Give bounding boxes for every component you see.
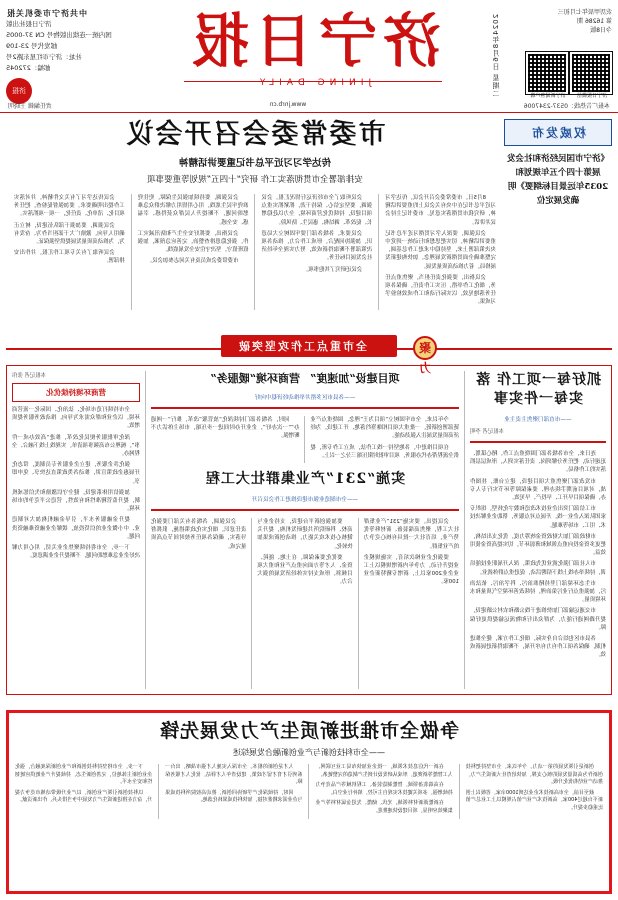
badge-title: 权威发布 xyxy=(530,126,587,140)
lead-column-1 xyxy=(385,194,496,310)
column-divider-2 xyxy=(255,194,256,310)
bottom-c4-p2: 以科技创新引领产业创新，以产业升级带动城市竞争力提升，奋力在推进新质生产力发展中争当排头兵、作出新贡献。 xyxy=(15,789,153,804)
lead-c2-p2: 会议要求，各级各部门要牢固树立大局意识，加强协同配合，形成工作合力，推动各项决策部署不断取得新成效，努力实现全年经济社会发展目标任务。 xyxy=(261,230,373,262)
mid-center-divider-a xyxy=(305,416,306,463)
mid-column-right xyxy=(12,371,140,689)
mid-left-rule xyxy=(470,441,606,443)
masthead-footer-left: 本报广告热线：0537-2347006 xyxy=(523,103,610,110)
publisher-line-4: 社址：济宁市红星东路2号 xyxy=(6,53,82,61)
bottom-columns xyxy=(15,764,603,819)
publisher-line-1: 济宁日报社出版 xyxy=(6,20,52,28)
mid-center-divider-c xyxy=(251,518,252,689)
mid-column-left xyxy=(470,371,606,689)
bottom-column-1 xyxy=(466,764,603,819)
mid-center-kicker-2: ——全市制造业强市建设推进工作会议召开 xyxy=(251,497,359,504)
banner-label: 全市重点工作攻坚突破 xyxy=(221,335,397,357)
publisher-line-3: 邮发代号 23-109 xyxy=(6,42,58,50)
qr-code-app-caption: 济宁新闻客户端 xyxy=(530,93,566,99)
badge-box xyxy=(504,119,612,146)
mid-center-rule-2 xyxy=(151,509,459,511)
newspaper-title-cn: 济宁日报 xyxy=(185,7,442,75)
lead-c4-p1: 会议传达学习了有关文件精神，并对落实工作提出明确要求。要加强督促检查，把任务项目化、清单化、责任化，一项一项抓落实。 xyxy=(14,195,125,218)
bottom-c3-p1: 人才是创新的根本。全市深入实施人才强市战略，出台一系列引才育才留才政策，建设青年人才驿站，优化人才服务保障。 xyxy=(165,764,303,786)
mid-center-body-a xyxy=(311,416,460,463)
lead-body-columns xyxy=(14,194,496,310)
lead-article xyxy=(6,119,504,329)
newspaper-title-en: JINING DAILY xyxy=(254,78,372,88)
bottom-c1-p1: 创新是引领发展的第一动力。今年以来，全市坚持把科技创新作为高质量发展的核心支撑，加快培育壮大新质生产力，推动产业结构优化升级。 xyxy=(465,764,603,786)
mid-center-body-b xyxy=(151,416,300,463)
masthead-publisher xyxy=(6,8,136,104)
bottom-column-4 xyxy=(15,764,152,819)
bottom-c2-p1: 在新一代信息技术领域，一批企业加快布局工业互联网、人工智能等新赛道，形成从研发设计到生产制造的完整链条。 xyxy=(315,764,453,778)
section-banner xyxy=(6,335,612,375)
qr-code-wechat-caption: 济宁日报微信 xyxy=(577,93,608,99)
newspaper-seal: 济报 xyxy=(6,78,32,104)
mid-left-byline: 本报记者 李明 xyxy=(470,429,505,435)
bottom-divider-2 xyxy=(309,764,310,819)
lead-c1-p2: 会议强调，要深入学习贯彻习近平总书记重要讲话精神，切实把思想和行动统一到党中央决策部署上来，坚持稳中求进工作总基调，完整准确全面贯彻新发展理念，加快构建新发展格局，着力推动高质量发展。 xyxy=(385,230,496,270)
bottom-divider-3 xyxy=(158,764,159,819)
mid-center-b-p1: 同时，各级各部门持续深化“放管服”改革，推行“一网通办”“一次办好”，企业开办时间进一步压缩，市场主体活力不断增强。 xyxy=(151,417,300,440)
column-divider-1 xyxy=(378,194,379,310)
lead-c4-p2: 会议强调，要加强干部队伍建设，树立正确用人导向，激励广大干部担当作为、奋发有为，为推动高质量发展提供坚强保证。 xyxy=(14,222,125,246)
lead-c3-p2: 会议指出，要抓好安全生产和防汛减灾工作，强化隐患排查整治，完善应急预案，加强值班值守，坚决守住安全发展底线。 xyxy=(137,230,249,254)
top-news-section xyxy=(0,113,618,333)
mid-left-p5: 市人社部门强化就业优先政策，深入开展职业技能培训，持续举办线上线下招聘活动，促进重点群体就业。 xyxy=(470,561,606,576)
mid-center-e-p1: 会议强调，各级各有关部门要强化责任意识，细化实化政策措施，狠抓督导落实，确保各项任务按时间节点高质量完成。 xyxy=(151,519,247,550)
mid-right-p4: 加强信用体系建设，健全守信激励和失信惩戒机制，提升监管精准性和有效性，营造公平竞争的市场环境。 xyxy=(12,489,140,513)
lead-c1-p1: 8月5日，市委常委会召开会议，传达学习习近平总书记在中央有关会议上的重要讲话精神，研究我市贯彻落实意见。市委书记主持会议并讲话。 xyxy=(385,195,496,226)
masthead-issue-0: 农历甲辰年七月初三 xyxy=(557,9,612,16)
masthead-footer xyxy=(0,101,618,110)
masthead xyxy=(0,0,618,113)
mid-center-c-p2: 要强化企业梯次培育，实施规模企业提升行动，力争年内新增规模以上工业企业200家以上，新增专精特新企业100家。 xyxy=(363,554,459,586)
mid-right-byline: 本报记者 张伟 xyxy=(12,373,47,379)
mid-right-p1: 全市持续打造市场化、法治化、国际化一流营商环境，以企业和群众需求为导向，推动政务服务提质增效。 xyxy=(12,407,140,430)
lead-c3-p3: 市委常委会成员及有关同志参加会议。 xyxy=(146,258,239,265)
bottom-divider-1 xyxy=(459,764,460,819)
bottom-headline: 争做全市推进新质生产力发展先锋 xyxy=(159,720,460,742)
authority-release-badge xyxy=(504,119,612,329)
masthead-footer-right: 责任编辑 王晓明 xyxy=(8,103,52,110)
masthead-website[interactable]: www.jnrb.cn xyxy=(269,101,307,108)
lead-column-3 xyxy=(138,194,249,310)
lead-column-4 xyxy=(14,194,125,310)
mid-center-divider-b xyxy=(358,518,359,689)
mid-left-p4: 市财政部门加大财政资金统筹力度，优化支出结构，把更多资金投向重点领域和薄弱环节，切实提高资金使用效益。 xyxy=(470,533,606,557)
bottom-c2-p2: 在高端装备领域，智能制造装备、工程机械等产品竞争力持续增强，多项关键技术实现自主可控，填补行业空白。 xyxy=(315,782,453,796)
bottom-c1-p2: 截至目前，全市高新技术企业达到1000余家，省级以上创新平台超过400家，高新技术产业产值占规模以上工业总产值比重稳步提升。 xyxy=(465,789,603,811)
mid-right-box-title: 营商环境持续优化 xyxy=(46,388,106,397)
masthead-date: 2024年8月6日 星期二 xyxy=(492,14,500,98)
publisher-line-2: 国内统一连续出版物号 CN 37-0005 xyxy=(6,31,112,39)
mid-left-p1: 连日来，全市各级各部门围绕重点工作，精心谋划、迅速行动，把任务分解到岗、责任落实到人，形成层层抓落实的工作格局。 xyxy=(470,451,606,474)
lead-c3-p1: 会议强调，要持续加强民生保障，兜住兜准兜牢民生底线，用心用情用力解决群众急难愁盼问题，不断提升人民群众获得感、幸福感、安全感。 xyxy=(137,195,249,226)
bottom-subhead: ——全市科技创新与产业创新融合发展综述 xyxy=(233,748,385,757)
bottom-column-2 xyxy=(316,764,453,819)
mid-left-headline: 抓好每一项工作 落实每一件实事 xyxy=(475,372,601,407)
lead-column-2 xyxy=(262,194,373,310)
publisher-line-5: 邮编：272045 xyxy=(6,64,51,72)
lead-subhead-1: 传达学习习近平总书记重要讲话精神 xyxy=(179,158,332,169)
mid-center-headline-2: 实施“231”产业集群壮大工程 xyxy=(204,471,406,488)
highlighted-article xyxy=(6,710,612,894)
mid-left-p8: 各县市区也结合自身实际，细化工作方案，健全推进机制，确保各项工作有力有序开展，不断取得新进展新成效。 xyxy=(470,636,606,659)
lead-subhead-2: 安排部署全市贯彻落实工作 研究“十四五”规划等重要事项 xyxy=(147,175,363,185)
mid-center-a-p1: 今年以来，全市牢固树立“项目为王”理念，围绕重点产业链部署创新链，一批重大项目相继签约落地、开工建设，为经济高质量发展注入强劲动能。 xyxy=(310,417,459,440)
mid-column-center xyxy=(151,371,459,689)
mid-center-headline-right: 营商环境“暖服务” xyxy=(210,372,300,385)
mid-center-headline-left: 项目建设“加速度” xyxy=(310,372,400,385)
mid-divider-2 xyxy=(145,371,146,689)
lead-c2-p1: 会议听取了全市经济运行情况汇报。会议强调，要坚定信心、保持干劲，抓紧抓实重点项目建设，持续优化营商环境，全力以赴稳增长、促改革、调结构、惠民生、防风险。 xyxy=(261,195,373,226)
mid-section xyxy=(6,365,612,695)
lead-c1-p3: 会议指出，要强化责任担当，聚焦重点任务，细化工作举措，压实工作责任，确保各项任务落地见效，以实际行动和工作成效检验学习成果。 xyxy=(385,274,496,306)
mid-right-p6: 下一步，全市将持续聚焦企业关切，用心用力解决好企业急难愁盼问题，不断提升企业满意度。 xyxy=(12,545,140,560)
mid-left-kicker: ——市直部门聚焦主责主业 xyxy=(504,417,572,423)
qr-code-app[interactable] xyxy=(526,52,568,94)
mid-center-c-p1: 会议提出，要实施“231”产业集群壮大工程，聚焦高端装备、新材料等优势产业，培育壮大一批具有核心竞争力的产业集群。 xyxy=(363,519,459,550)
qr-code-wechat[interactable] xyxy=(570,52,612,94)
mid-center-body-e xyxy=(151,518,246,689)
mid-divider-1 xyxy=(464,371,465,689)
mid-center-a-p2: 在项目推进中，各地坚持一线工作法，成立工作专班，提供全流程帮办代办服务，项目审批时限压缩三分之一以上。 xyxy=(310,444,459,459)
lead-c4-p3: 会议听取了有关专项工作汇报，并作出安排部署。 xyxy=(14,250,125,265)
mid-center-kicker: ——各县市区多措并举推动经济稳中向好 xyxy=(254,395,356,401)
lead-c2-p3: 会议还研究了其他事项。 xyxy=(302,266,363,273)
mid-left-p2: 市发改部门聚焦重大项目建设，建立台账，挂图作战，对项目前期手续办理、要素保障等环节实行专人专办，确保项目早开工、早投产、早见效。 xyxy=(470,478,606,502)
masthead-issue-2: 今日8版 xyxy=(590,27,612,34)
badge-subtitle: 《济宁市国民经济和社会发展第十四个五年规划和2035年远景目标纲要》明确发展定位 xyxy=(507,154,610,206)
bottom-c3-p2: 同时，持续深化产学研协同创新，推动高校院所科技成果与企业需求精准对接，加快科技成果转化落地。 xyxy=(165,789,303,804)
mid-right-p5: 提升金融服务水平，引导金融机构加大对制造业、中小微企业的信贷投放，缓解企业融资难融资贵问题。 xyxy=(12,517,140,540)
mid-center-d-p1: 要加强创新平台建设，支持企业与高校、科研院所共建研发机构，提升关键核心技术攻关能力，推动创新成果加快转化。 xyxy=(257,519,353,550)
mid-right-box xyxy=(12,383,140,402)
mid-left-body xyxy=(470,450,606,663)
column-divider-3 xyxy=(131,194,132,310)
masthead-issue-1: 第 16286 期 xyxy=(577,18,612,25)
newspaper-logo xyxy=(158,4,468,88)
mid-right-body xyxy=(12,406,140,563)
mid-left-p7: 市交通运输部门加快推进干线公路和农村公路建设，提升路网通行能力，为群众出行和物流运输提供更好保障。 xyxy=(470,608,606,631)
mid-center-body-d xyxy=(257,518,352,689)
bottom-c2-p3: 在新能源新材料领域，光伏、储能、先进金属材料等产业集聚效应明显，项目建设快速推进。 xyxy=(315,800,453,814)
bottom-column-3 xyxy=(165,764,302,819)
mid-center-rule-1 xyxy=(151,407,459,409)
banner-emblem: 聚力 xyxy=(413,336,437,360)
lead-headline: 市委常委会召开会议 xyxy=(124,119,386,150)
publisher-line-0: 中共济宁市委机关报 xyxy=(6,9,87,18)
mid-right-p2: 深化审批服务便民化改革，推进“高效办成一件事”，梳理公布高频事项清单，实现线上线下融合、全程网办。 xyxy=(12,434,140,458)
mid-center-d-p2: 要优化要素保障，在土地、能耗、资金、人才等方面向重点产业和重大项目倾斜，形成支持实体经济发展的强大合力。 xyxy=(257,554,353,586)
mid-center-body-c xyxy=(364,518,459,689)
mid-right-p3: 强化涉企服务，建立企业服务专员制度，常态化开展惠企政策宣讲，推动各类政策直达快享、免申即享。 xyxy=(12,462,140,485)
mid-left-p6: 市生态环境部门坚持精准治污、科学治污、依法治污，加强重点行业污染治理，持续改善环境空气质量和水环境质量。 xyxy=(470,580,606,604)
bottom-c4-p1: 下一步，全市将坚持科技创新和产业创新深度融合，强化企业创新主体地位，完善创新生态，持续提升产业链供应链韧性和安全水平。 xyxy=(15,764,153,786)
mid-left-p3: 市工信部门突出企业技术改造和数字化转型，组织专家团队深入企业一线，开展点对点服务，帮助企业解决技术、用工、市场等难题。 xyxy=(470,506,606,529)
